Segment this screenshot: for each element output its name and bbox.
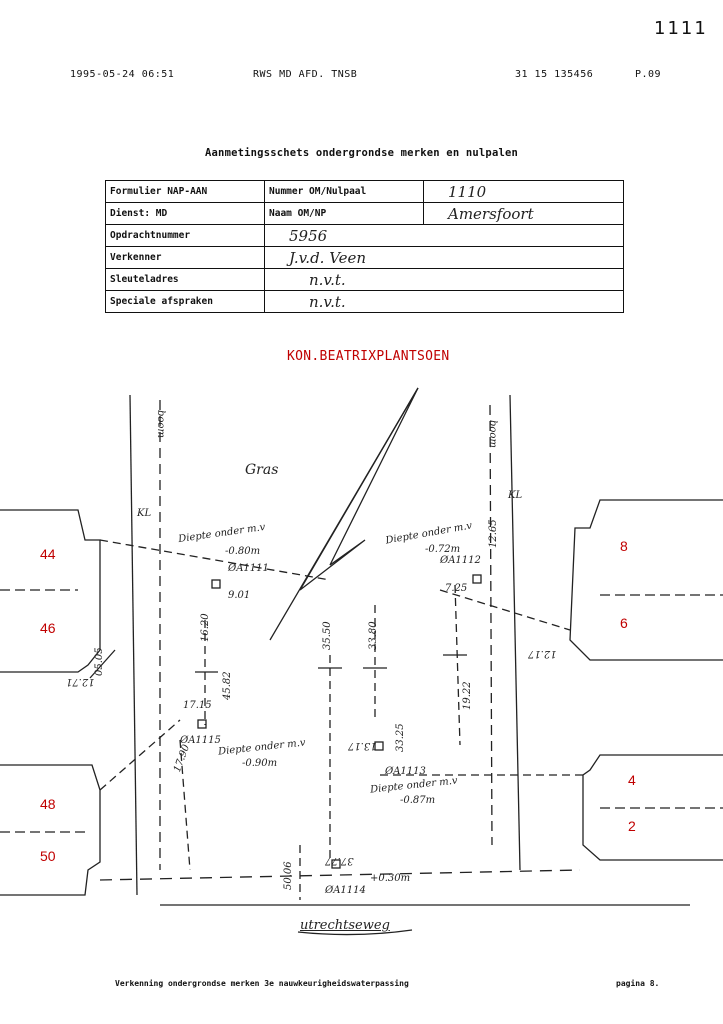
- house-number-48: 48: [40, 796, 56, 812]
- depth-label-4: Diepte onder m.v: [369, 775, 459, 796]
- mark-a1111-symbol: [212, 580, 220, 588]
- mark-a1113-label: ØA1113: [385, 766, 426, 777]
- form-label: Formulier NAP-AAN: [106, 181, 265, 203]
- street-name-bottom: utrechtseweg: [300, 918, 390, 933]
- footer-page: pagina 8.: [616, 979, 660, 988]
- house-number-6: 6: [620, 615, 628, 631]
- building-right-top: [570, 500, 723, 660]
- house-number-2: 2: [628, 818, 636, 834]
- form-label: Opdrachtnummer: [106, 225, 265, 247]
- form-value-text: 5956: [289, 226, 328, 245]
- fax-datetime: 1995-05-24 06:51: [70, 69, 175, 80]
- mark-a1111-label: ØA1111: [228, 563, 269, 574]
- measure-3550: 35.50: [322, 621, 333, 650]
- measure-901: 9.01: [228, 590, 251, 601]
- curb-right: [490, 405, 492, 845]
- house-number-44: 44: [40, 546, 56, 562]
- measure-4582: 45.82: [222, 671, 233, 700]
- house-number-46: 46: [40, 620, 56, 636]
- fax-phone: 31 15 135456: [515, 69, 594, 80]
- street-name-top: KON.BEATRIXPLANTSOEN: [287, 349, 450, 364]
- form-label: Verkenner: [106, 247, 265, 269]
- depth-label-2: Diepte onder m.v: [384, 520, 473, 547]
- building-left-bottom: [0, 765, 100, 895]
- form-label: Sleuteladres: [106, 269, 265, 291]
- building-left-top: [0, 510, 100, 672]
- depth-value-4: -0.87m: [400, 795, 436, 806]
- label-boom-left: boom: [155, 410, 166, 438]
- measure-1317: 13.17: [348, 740, 377, 751]
- fax-page: P.09: [635, 69, 662, 80]
- label-kl-left: KL: [137, 508, 152, 519]
- corner-mark: 1111: [654, 18, 708, 39]
- measure-1922: 19.22: [462, 681, 473, 710]
- form-value-text: n.v.t.: [309, 270, 346, 289]
- house-number-8: 8: [620, 538, 628, 554]
- form-value-text: n.v.t.: [309, 292, 346, 311]
- label-boom-right: boom: [487, 420, 498, 448]
- label-kl-right: KL: [508, 490, 523, 501]
- house-number-50: 50: [40, 848, 56, 864]
- depth-label-1: Diepte onder m.v: [177, 521, 267, 546]
- form-value-text: Amersfoort: [448, 204, 534, 223]
- measure-line: [455, 585, 460, 745]
- measure-line: [100, 540, 330, 580]
- measure-line: [440, 590, 570, 630]
- measure-plus030: +0.30m: [370, 873, 411, 884]
- depth-label-3: Diepte onder m.v: [217, 737, 307, 758]
- house-number-4: 4: [628, 772, 636, 788]
- form-field: Naam OM/NP: [265, 203, 424, 225]
- measure-3380: 33.80: [368, 621, 379, 650]
- measure-725: 7.25: [445, 583, 468, 594]
- measure-3777: 37.77: [325, 855, 354, 866]
- road-edge-left: [130, 395, 137, 895]
- measure-1217: 12.17: [528, 648, 557, 659]
- footer-text: Verkenning ondergrondse merken 3e nauwkeurigheidswaterpassing: [115, 979, 409, 988]
- fax-sender: RWS MD AFD. TNSB: [253, 69, 358, 80]
- form-field: Nummer OM/Nulpaal: [265, 181, 424, 203]
- form-value-text: J.v.d. Veen: [289, 248, 367, 267]
- form-label: Speciale afspraken: [106, 291, 265, 313]
- measure-1620: 16.20: [200, 613, 211, 642]
- depth-value-1: -0.80m: [225, 546, 261, 557]
- measure-1265: 12.65: [488, 519, 499, 548]
- measure-1715: 17.15: [183, 700, 212, 711]
- measure-1271: 12.71: [66, 676, 95, 687]
- measure-line: [100, 720, 180, 790]
- road-bottom-dashed: [100, 870, 580, 880]
- measure-1790: 17.90: [172, 743, 193, 774]
- measure-0505: 05.05: [94, 647, 105, 676]
- depth-value-3: -0.90m: [242, 758, 278, 769]
- mark-a1112-symbol: [473, 575, 481, 583]
- depth-value-2: -0.72m: [425, 544, 461, 555]
- page-title: Aanmetingsschets ondergrondse merken en nulpalen: [205, 147, 519, 159]
- label-gras: Gras: [245, 462, 279, 478]
- mark-a1112-label: ØA1112: [440, 555, 481, 566]
- road-edge-right: [508, 395, 523, 870]
- mark-a1114-label: ØA1114: [325, 885, 366, 896]
- form-label: Dienst: MD: [106, 203, 265, 225]
- mark-a1115-label: ØA1115: [180, 735, 221, 746]
- measure-5006: 50.06: [283, 861, 294, 890]
- form-value-text: 1110: [448, 182, 487, 201]
- measure-3325: 33.25: [395, 723, 406, 752]
- north-arrow-line: [270, 388, 418, 640]
